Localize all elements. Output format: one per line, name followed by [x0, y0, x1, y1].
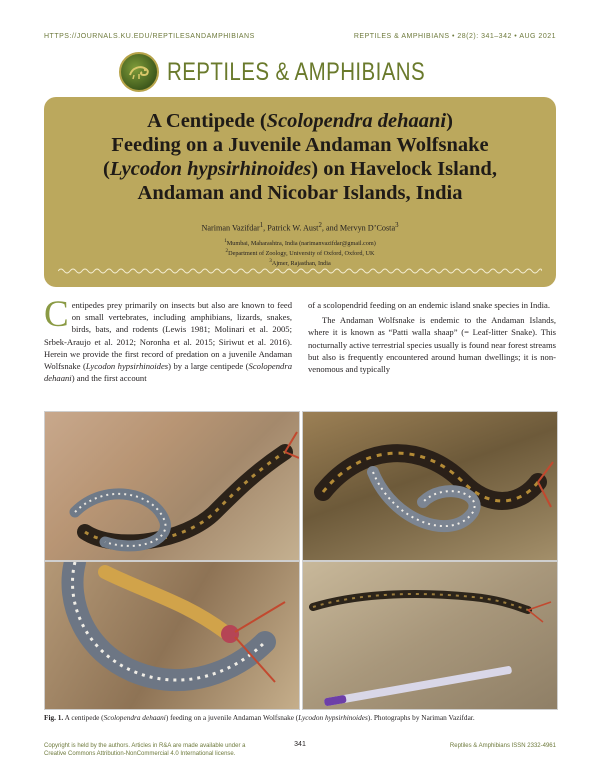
body-column-left: [44, 294, 292, 384]
journal-issn: Reptiles & Amphibians ISSN 2332-4961: [449, 743, 556, 749]
affiliation-3: $^3$Ajmer, Rajasthan, India: [269, 258, 331, 268]
drop-cap: C: [44, 294, 69, 335]
paragraph: of a scolopendrid feeding on an endemic island snake species in India.: [308, 300, 550, 310]
affiliation-2: $^2$Department of Zoology, University of Oxford, Oxford, UK: [225, 248, 375, 258]
figure-caption: Fig. 1. A centipede (Scolopendra dehaani) feeding on a juvenile Andaman Wolfsnake (Lycodon hypsirhinoides). Photographs by Nariman Vazifdar.: [44, 713, 475, 722]
article-title: A Centipede (Scolopendra dehaani) Feeding on a Juvenile Andaman Wolfsnake (Lycodon hypsirhinoides) on Havelock Island, Andaman and Nicobar Islands, India: [103, 110, 497, 204]
paragraph: Centipedes prey primarily on insects but also are known to feed on small vertebrates, including amphibians, lizards, snakes, birds, bats, and rodents (Lewis 1981; Molinari et al. 2005; Srbek-Araujo et al. 2012; Noronha et al. 2015; Siriwut et al. 2016). Herein we provide the first record of predation on a juvenile Andaman Wolfsnake (Lycodon hypsirhinoides) by a large centipede (Scolopendra dehaani) and the first account: [44, 294, 292, 384]
title-panel: [44, 97, 556, 287]
author-list: Nariman Vazifdar$^1$, Patrick W. Aust$^2$, and Mervyn D’Costa$^3$: [201, 222, 399, 233]
paragraph: The Andaman Wolfsnake is endemic to the Andaman Islands, where it is known as “Patti walla shaap” (= Leaf-litter Snake). This nocturnally active terrestrial species usually is found near forest streams but also is frequently encountered around human dwellings; it is non-venomous and typically: [308, 315, 556, 375]
journal-logo: [0, 52, 600, 92]
photo-centipede-biting-snake-head: [44, 561, 300, 710]
body-column-right: [308, 299, 556, 375]
photo-centipede-coiled-snake-2: [302, 411, 558, 561]
journal-url[interactable]: HTTPS://JOURNALS.KU.EDU/REPTILESANDAMPHIBIANS: [44, 33, 255, 40]
copyright-notice: Copyright is held by the authors. Articles in R&A are made available under a Creative Commons Attribution-NonCommercial 4.0 International license.: [44, 743, 246, 757]
chameleon-logo-icon: [119, 52, 159, 92]
photo-centipede-next-to-pen: [302, 561, 558, 710]
page-number: 341: [294, 741, 306, 748]
decorative-wave-divider: [58, 267, 542, 275]
journal-issue-info: REPTILES & AMPHIBIANS • 28(2): 341–342 • AUG 2021: [353, 33, 556, 40]
affiliation-1: $^1$Mumbai, Maharashtra, India (narimanvazifdar@gmail.com): [224, 238, 376, 248]
photo-centipede-coiled-snake-1: [44, 411, 300, 561]
journal-name: REPTILES & AMPHIBIANS: [166, 57, 425, 86]
